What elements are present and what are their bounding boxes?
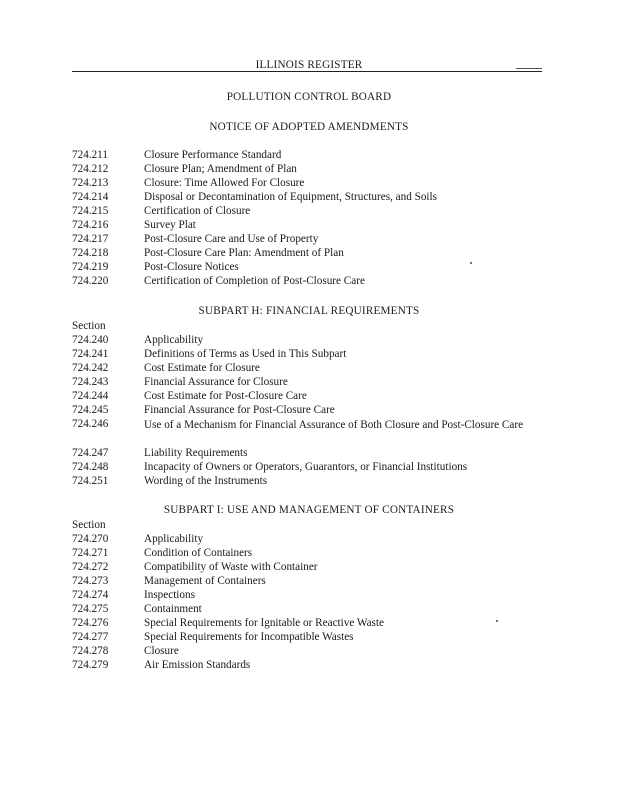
subpart-i-section-label: Section bbox=[72, 519, 106, 531]
subpart-h-heading: SUBPART H: FINANCIAL REQUIREMENTS bbox=[198, 305, 420, 317]
register-header-title: ILLINOIS REGISTER bbox=[255, 59, 363, 71]
agency-title: POLLUTION CONTROL BOARD bbox=[226, 91, 392, 103]
scan-speck bbox=[496, 620, 498, 622]
scan-speck bbox=[470, 262, 472, 264]
subpart-i-heading: SUBPART I: USE AND MANAGEMENT OF CONTAINERS bbox=[163, 504, 455, 516]
header-rule-mark bbox=[516, 68, 542, 69]
header-rule bbox=[72, 71, 542, 72]
subpart-h-section-label: Section bbox=[72, 320, 106, 332]
notice-title: NOTICE OF ADOPTED AMENDMENTS bbox=[209, 121, 409, 133]
